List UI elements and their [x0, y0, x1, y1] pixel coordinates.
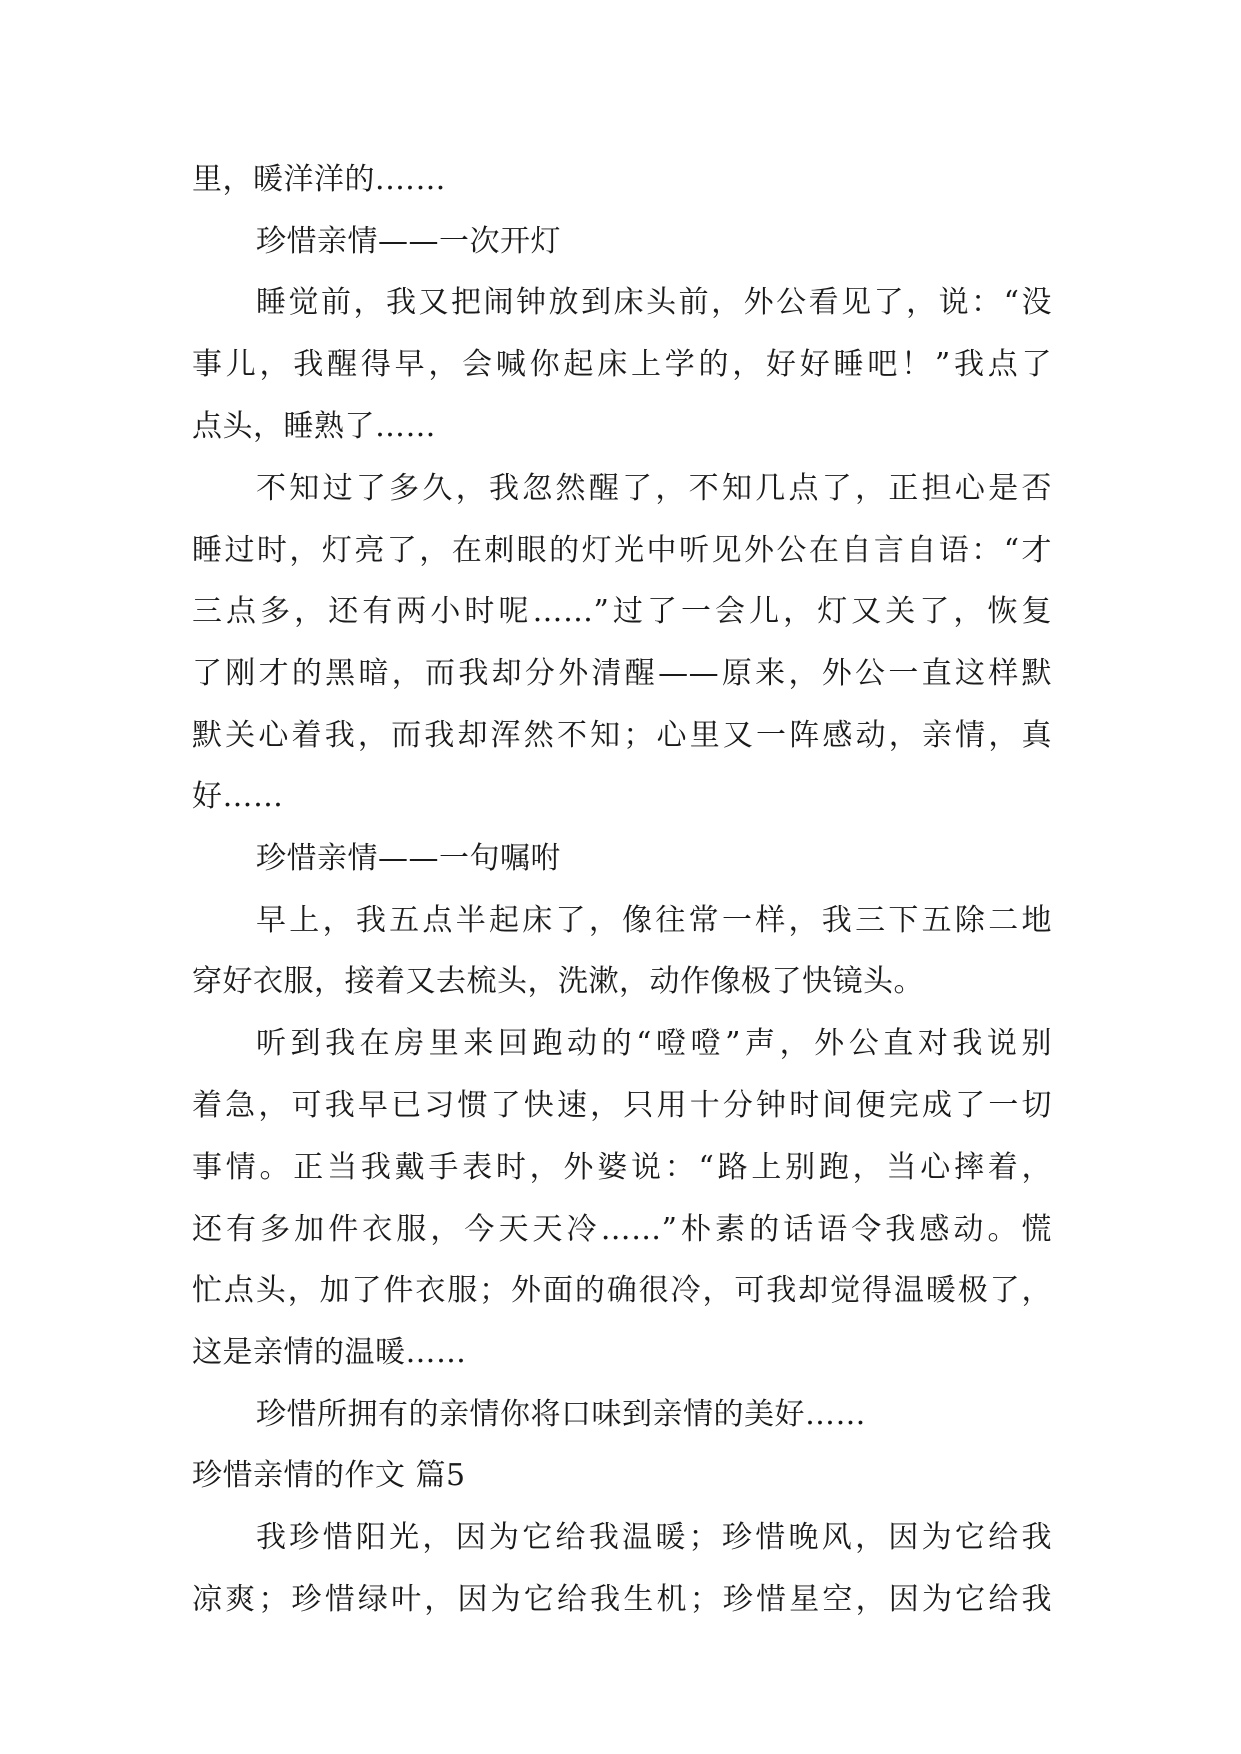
paragraph-line: 好…… [192, 779, 284, 814]
paragraph-line: 听到我在房里来回跑动的“噔噔”声，外公直对我说别 [256, 1026, 1052, 1061]
paragraph-line: 事情。正当我戴手表时，外婆说：“路上别跑，当心摔着， [192, 1150, 1052, 1185]
paragraph-line: 凉爽；珍惜绿叶，因为它给我生机；珍惜星空，因为它给我 [192, 1582, 1052, 1617]
article-title: 珍惜亲情的作文 篇5 [192, 1458, 466, 1493]
paragraph-line: 着急，可我早已习惯了快速，只用十分钟时间便完成了一切 [192, 1088, 1052, 1123]
paragraph-line: 了刚才的黑暗，而我却分外清醒——原来，外公一直这样默 [192, 656, 1052, 691]
paragraph-line: 三点多，还有两小时呢……”过了一会儿，灯又关了，恢复 [192, 594, 1052, 629]
paragraph-line: 我珍惜阳光，因为它给我温暖；珍惜晚风，因为它给我 [256, 1520, 1052, 1555]
paragraph-line: 点头，睡熟了…… [192, 409, 436, 444]
paragraph-line: 事儿，我醒得早，会喊你起床上学的，好好睡吧！”我点了 [192, 347, 1052, 382]
paragraph-line: 睡觉前，我又把闹钟放到床头前，外公看见了，说：“没 [256, 285, 1052, 320]
paragraph-line: 还有多加件衣服，今天天冷……”朴素的话语令我感动。慌 [192, 1212, 1052, 1247]
section-heading: 珍惜亲情——一次开灯 [256, 224, 561, 259]
paragraph-line: 这是亲情的温暖…… [192, 1335, 467, 1370]
paragraph-line: 穿好衣服，接着又去梳头，洗漱，动作像极了快镜头。 [192, 964, 924, 999]
section-heading: 珍惜亲情——一句嘱咐 [256, 841, 561, 876]
paragraph-line: 忙点头，加了件衣服；外面的确很冷，可我却觉得温暖极了， [192, 1273, 1052, 1308]
paragraph-line: 里，暖洋洋的.…… [192, 162, 447, 197]
paragraph-line: 默关心着我，而我却浑然不知；心里又一阵感动，亲情，真 [192, 718, 1052, 753]
paragraph-line: 睡过时，灯亮了，在刺眼的灯光中听见外公在自言自语：“才 [192, 533, 1052, 568]
paragraph-line: 不知过了多久，我忽然醒了，不知几点了，正担心是否 [256, 471, 1052, 506]
paragraph-line: 早上，我五点半起床了，像往常一样，我三下五除二地 [256, 903, 1052, 938]
paragraph-line: 珍惜所拥有的亲情你将口味到亲情的美好…… [256, 1397, 866, 1432]
